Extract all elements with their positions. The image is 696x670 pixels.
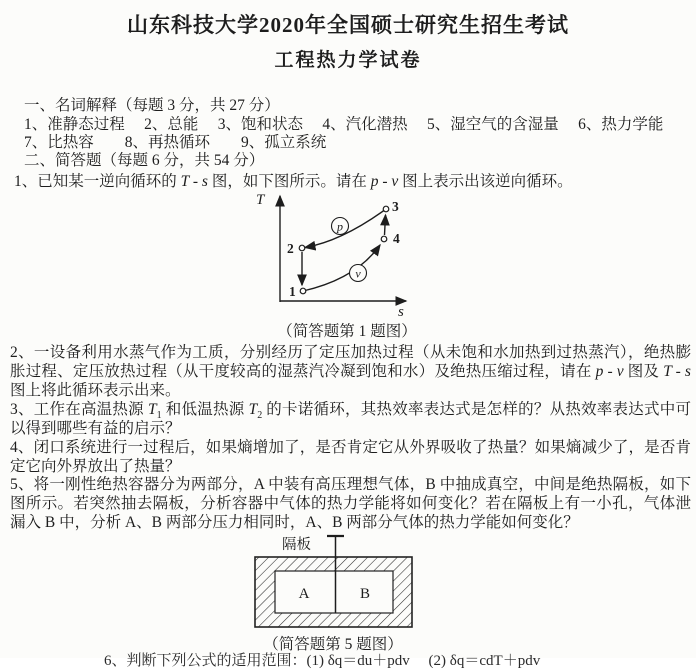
container-diagram [248, 528, 448, 632]
point-4-label: 4 [393, 231, 400, 246]
figure-5-caption: （简答题第 5 题图） [263, 636, 403, 653]
state-point-1 [300, 288, 306, 294]
question-2: 2、一设备利用水蒸气作为工质，分别经历了定压加热过程（从未饱和水加热到过热蒸汽），绝热膨胀过程、定压放热过程（从干度较高的湿蒸汽冷凝到饱和水）及绝热压缩过程，请在 p - v 图及 T - s 图上将此循环表示出来。 [10, 344, 691, 399]
t2-symbol: T [248, 401, 258, 418]
ts-symbol: T - s [663, 363, 691, 380]
ts-cycle-diagram [238, 186, 462, 336]
partition-label: 隔板 [282, 537, 311, 553]
s-axis-label: s [398, 304, 404, 320]
question-1-text: 1、已知某一逆向循环的 [14, 173, 181, 190]
figure-1-caption: （简答题第 1 题图） [277, 323, 417, 340]
chamber-b-label: B [359, 586, 371, 602]
point-2-label: 2 [287, 241, 294, 256]
state-point-2 [299, 245, 305, 251]
pv-symbol: p - v [370, 173, 399, 190]
section1-terms-line2: 7、比热容 8、再热循环 9、孤立系统 [24, 134, 327, 151]
section2-heading: 二、简答题（每题 6 分，共 54 分） [24, 152, 265, 169]
section1-heading: 一、名词解释（每题 3 分，共 27 分） [24, 97, 280, 114]
t-axis-label: T [256, 192, 265, 208]
question-5: 5、将一刚性绝热容器分为两部分，A 中装有高压理想气体，B 中抽成真空，中间是绝热隔板，如下图所示。若突然抽去隔板，分析容器中气体的热力学能将如何变化？若在隔板上有一小孔，气体泄漏入 B 中，分析 A、B 两部分压力相同时，A、B 两部分气体的热力学能如何变化？ [10, 476, 691, 531]
t1-symbol: T [148, 401, 157, 418]
page-title: 山东科技大学2020年全国硕士研究生招生考试 [127, 13, 569, 37]
point-3-label: 3 [392, 199, 399, 214]
section1-terms-line1: 1、准静态过程 2、总能 3、饱和状态 4、汽化潜热 5、湿空气的含湿量 6、热力学能 [24, 116, 664, 133]
circled-p-label: p [337, 219, 343, 234]
page-subtitle: 工程热力学试卷 [274, 50, 422, 71]
process-4-3-line [385, 215, 386, 235]
question-4: 4、闭口系统进行一过程后，如果熵增加了，是否肯定它从外界吸收了热量？如果熵减少了，是否肯定它向外界放出了热量？ [10, 439, 691, 475]
container-cavity [275, 571, 393, 613]
question-3: 3、工作在高温热源 $T_1$ 和低温热源 $T_2$ 的卡诺循环，其热效率表达式是怎样的？从热效率表达式中可以得到哪些有益的启示？ [10, 401, 691, 437]
pv-symbol: p - v [595, 363, 624, 380]
ts-symbol: T - s [180, 173, 208, 190]
chamber-a-label: A [298, 586, 310, 602]
state-point-3 [383, 206, 389, 212]
question-1: 1、已知某一逆向循环的 T - s 图，如下图所示。请在 p - v 图上表示出该逆向循环。 [14, 173, 573, 190]
state-point-4 [381, 236, 387, 242]
point-1-label: 1 [289, 284, 296, 299]
curve-v-process-1-4 [303, 245, 380, 291]
question-6-truncated-line: 6、判断下列公式的适用范围：(1) δq＝du＋pdv (2) δq＝cdT＋pdv [104, 653, 541, 669]
circled-v-label: v [355, 266, 361, 281]
